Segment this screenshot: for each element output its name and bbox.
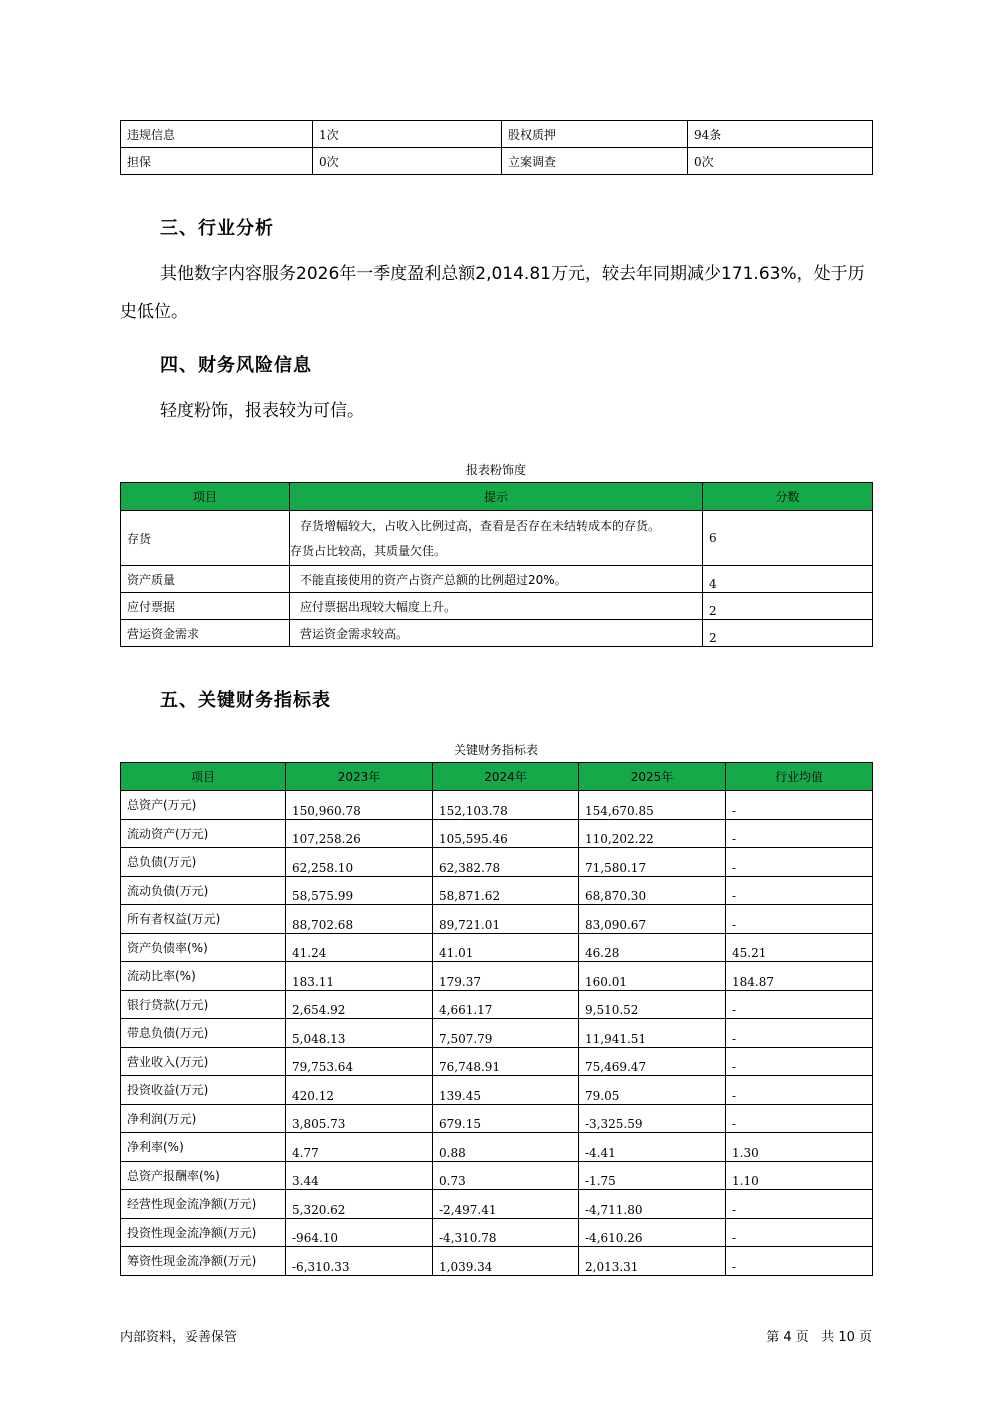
indicator-value: 0.88 (433, 1133, 579, 1162)
indicator-value: -4,711.80 (579, 1190, 726, 1219)
risk-paragraph: 轻度粉饰，报表较为可信。 (160, 401, 364, 421)
footer-page-number: 第 4 页 共 10 页 (766, 1330, 872, 1345)
table-row (121, 511, 873, 566)
indicator-value: 88,702.68 (286, 905, 433, 934)
table-row (121, 1019, 873, 1048)
column-header: 2024年 (433, 763, 579, 791)
indicator-value: -2,497.41 (433, 1190, 579, 1219)
indicator-value: - (726, 1247, 873, 1276)
table-row (121, 148, 873, 175)
indicator-value: 105,595.46 (433, 819, 579, 848)
fraud-tip-line: 营运资金需求较高。 (300, 626, 409, 641)
indicator-value: - (726, 791, 873, 820)
indicator-value: 150,960.78 (286, 791, 433, 820)
table-row (121, 1247, 873, 1276)
indicator-value: 110,202.22 (579, 819, 726, 848)
table-row (121, 990, 873, 1019)
indicator-value: 79,753.64 (286, 1047, 433, 1076)
fraud-tip (290, 566, 703, 593)
industry-paragraph-line2: 史低位。 (120, 302, 188, 322)
indicator-value: 2,654.92 (286, 990, 433, 1019)
table-row (121, 1161, 873, 1190)
fraud-tip-line: 存货增幅较大，占收入比例过高，查看是否存在未结转成本的存货。 (300, 519, 661, 533)
fraud-item: 存货 (121, 511, 290, 566)
indicator-value: - (726, 1019, 873, 1048)
indicator-value: 1,039.34 (433, 1247, 579, 1276)
column-header: 分数 (703, 483, 873, 511)
indicator-value: -3,325.59 (579, 1104, 726, 1133)
indicator-value: 139.45 (433, 1076, 579, 1105)
section-heading-industry: 三、行业分析 (160, 218, 274, 239)
table-row (121, 1218, 873, 1247)
indicator-value: - (726, 819, 873, 848)
table-row (121, 121, 873, 148)
indicator-name: 投资性现金流净额(万元) (121, 1218, 286, 1247)
indicator-name: 带息负债(万元) (121, 1019, 286, 1048)
fraud-degree-table (120, 482, 873, 647)
indicator-value: 184.87 (726, 962, 873, 991)
indicator-name: 流动负债(万元) (121, 876, 286, 905)
indicator-value: 58,575.99 (286, 876, 433, 905)
table-row (121, 1190, 873, 1219)
indicator-value: 9,510.52 (579, 990, 726, 1019)
indicator-value: - (726, 1104, 873, 1133)
indicator-name: 经营性现金流净额(万元) (121, 1190, 286, 1219)
indicator-value: 5,048.13 (286, 1019, 433, 1048)
indicator-value: 79.05 (579, 1076, 726, 1105)
indicator-name: 净利润(万元) (121, 1104, 286, 1133)
indicator-value: 3,805.73 (286, 1104, 433, 1133)
info-label: 立案调查 (502, 148, 688, 175)
indicator-name: 银行贷款(万元) (121, 990, 286, 1019)
info-value: 0次 (313, 148, 502, 175)
section-heading-key-indicators: 五、关键财务指标表 (160, 690, 331, 711)
indicator-value: 68,870.30 (579, 876, 726, 905)
section-heading-risk: 四、财务风险信息 (160, 355, 312, 376)
indicator-value: - (726, 1190, 873, 1219)
indicator-value: -964.10 (286, 1218, 433, 1247)
indicator-name: 投资收益(万元) (121, 1076, 286, 1105)
fraud-item: 资产质量 (121, 566, 290, 593)
indicator-value: 58,871.62 (433, 876, 579, 905)
info-label: 股权质押 (502, 121, 688, 148)
indicator-name: 资产负债率(%) (121, 933, 286, 962)
indicator-value: 46.28 (579, 933, 726, 962)
indicator-value: 62,382.78 (433, 848, 579, 877)
indicator-name: 所有者权益(万元) (121, 905, 286, 934)
industry-paragraph-line1: 其他数字内容服务2026年一季度盈利总额2,014.81万元，较去年同期减少171.63%，处于历 (160, 264, 865, 284)
indicator-value: 3.44 (286, 1161, 433, 1190)
fraud-score: 2 (703, 593, 873, 620)
indicator-value: -4,610.26 (579, 1218, 726, 1247)
fraud-score: 4 (703, 566, 873, 593)
info-value: 94条 (688, 121, 873, 148)
fraud-item: 应付票据 (121, 593, 290, 620)
indicator-name: 流动比率(%) (121, 962, 286, 991)
indicator-name: 总资产报酬率(%) (121, 1161, 286, 1190)
column-header: 项目 (121, 483, 290, 511)
indicator-value: - (726, 905, 873, 934)
indicator-value: 679.15 (433, 1104, 579, 1133)
indicator-value: -1.75 (579, 1161, 726, 1190)
indicator-value: 11,941.51 (579, 1019, 726, 1048)
indicator-value: 179.37 (433, 962, 579, 991)
indicator-name: 筹资性现金流净额(万元) (121, 1247, 286, 1276)
indicator-value: 89,721.01 (433, 905, 579, 934)
indicator-value: 0.73 (433, 1161, 579, 1190)
column-header: 提示 (290, 483, 703, 511)
table-row (121, 933, 873, 962)
column-header: 项目 (121, 763, 286, 791)
indicator-value: - (726, 876, 873, 905)
indicator-value: 4,661.17 (433, 990, 579, 1019)
indicator-name: 总资产(万元) (121, 791, 286, 820)
indicator-value: 45.21 (726, 933, 873, 962)
indicator-name: 营业收入(万元) (121, 1047, 286, 1076)
indicator-name: 净利率(%) (121, 1133, 286, 1162)
fraud-item: 营运资金需求 (121, 620, 290, 647)
indicator-value: 7,507.79 (433, 1019, 579, 1048)
indicator-value: 5,320.62 (286, 1190, 433, 1219)
indicator-value: -6,310.33 (286, 1247, 433, 1276)
info-label: 违规信息 (121, 121, 313, 148)
fraud-tip (290, 593, 703, 620)
fraud-tip (290, 511, 703, 566)
table-row (121, 1076, 873, 1105)
indicator-value: 62,258.10 (286, 848, 433, 877)
info-value: 1次 (313, 121, 502, 148)
indicator-value: 183.11 (286, 962, 433, 991)
indicator-value: 41.01 (433, 933, 579, 962)
footer-confidential: 内部资料，妥善保管 (120, 1330, 238, 1345)
indicator-value: 4.77 (286, 1133, 433, 1162)
table-row (121, 848, 873, 877)
indicator-value: -4,310.78 (433, 1218, 579, 1247)
fraud-tip (290, 620, 703, 647)
indicator-value: 76,748.91 (433, 1047, 579, 1076)
indicator-value: 107,258.26 (286, 819, 433, 848)
table-row (121, 905, 873, 934)
indicator-value: - (726, 990, 873, 1019)
indicator-value: - (726, 1047, 873, 1076)
table-row (121, 593, 873, 620)
column-header: 行业均值 (726, 763, 873, 791)
key-indicators-table (120, 762, 873, 1276)
info-value: 0次 (688, 148, 873, 175)
indicator-value: 1.10 (726, 1161, 873, 1190)
fraud-score: 6 (703, 511, 873, 566)
indicator-value: 152,103.78 (433, 791, 579, 820)
indicator-value: - (726, 848, 873, 877)
indicator-value: 75,469.47 (579, 1047, 726, 1076)
table-row (121, 962, 873, 991)
column-header: 2025年 (579, 763, 726, 791)
fraud-tip-line: 不能直接使用的资产占资产总额的比例超过20%。 (300, 572, 567, 587)
fraud-table-caption: 报表粉饰度 (465, 463, 526, 477)
indicator-value: -4.41 (579, 1133, 726, 1162)
column-header: 2023年 (286, 763, 433, 791)
indicator-value: - (726, 1076, 873, 1105)
indicator-value: - (726, 1218, 873, 1247)
indicator-value: 83,090.67 (579, 905, 726, 934)
indicator-value: 41.24 (286, 933, 433, 962)
top-info-table (120, 120, 873, 175)
indicator-value: 420.12 (286, 1076, 433, 1105)
info-label: 担保 (121, 148, 313, 175)
table-row (121, 1133, 873, 1162)
table-row (121, 620, 873, 647)
table-row (121, 1104, 873, 1133)
table-row (121, 876, 873, 905)
fraud-tip-line: 存货占比较高，其质量欠佳。 (290, 544, 447, 558)
indicator-value: 2,013.31 (579, 1247, 726, 1276)
fraud-tip-line: 应付票据出现较大幅度上升。 (300, 599, 457, 614)
table-row (121, 791, 873, 820)
indicator-value: 154,670.85 (579, 791, 726, 820)
indicator-value: 160.01 (579, 962, 726, 991)
key-indicators-caption: 关键财务指标表 (453, 743, 538, 757)
fraud-score: 2 (703, 620, 873, 647)
indicator-name: 流动资产(万元) (121, 819, 286, 848)
table-row (121, 819, 873, 848)
table-row (121, 1047, 873, 1076)
indicator-value: 71,580.17 (579, 848, 726, 877)
indicator-name: 总负债(万元) (121, 848, 286, 877)
indicator-value: 1.30 (726, 1133, 873, 1162)
table-row (121, 566, 873, 593)
